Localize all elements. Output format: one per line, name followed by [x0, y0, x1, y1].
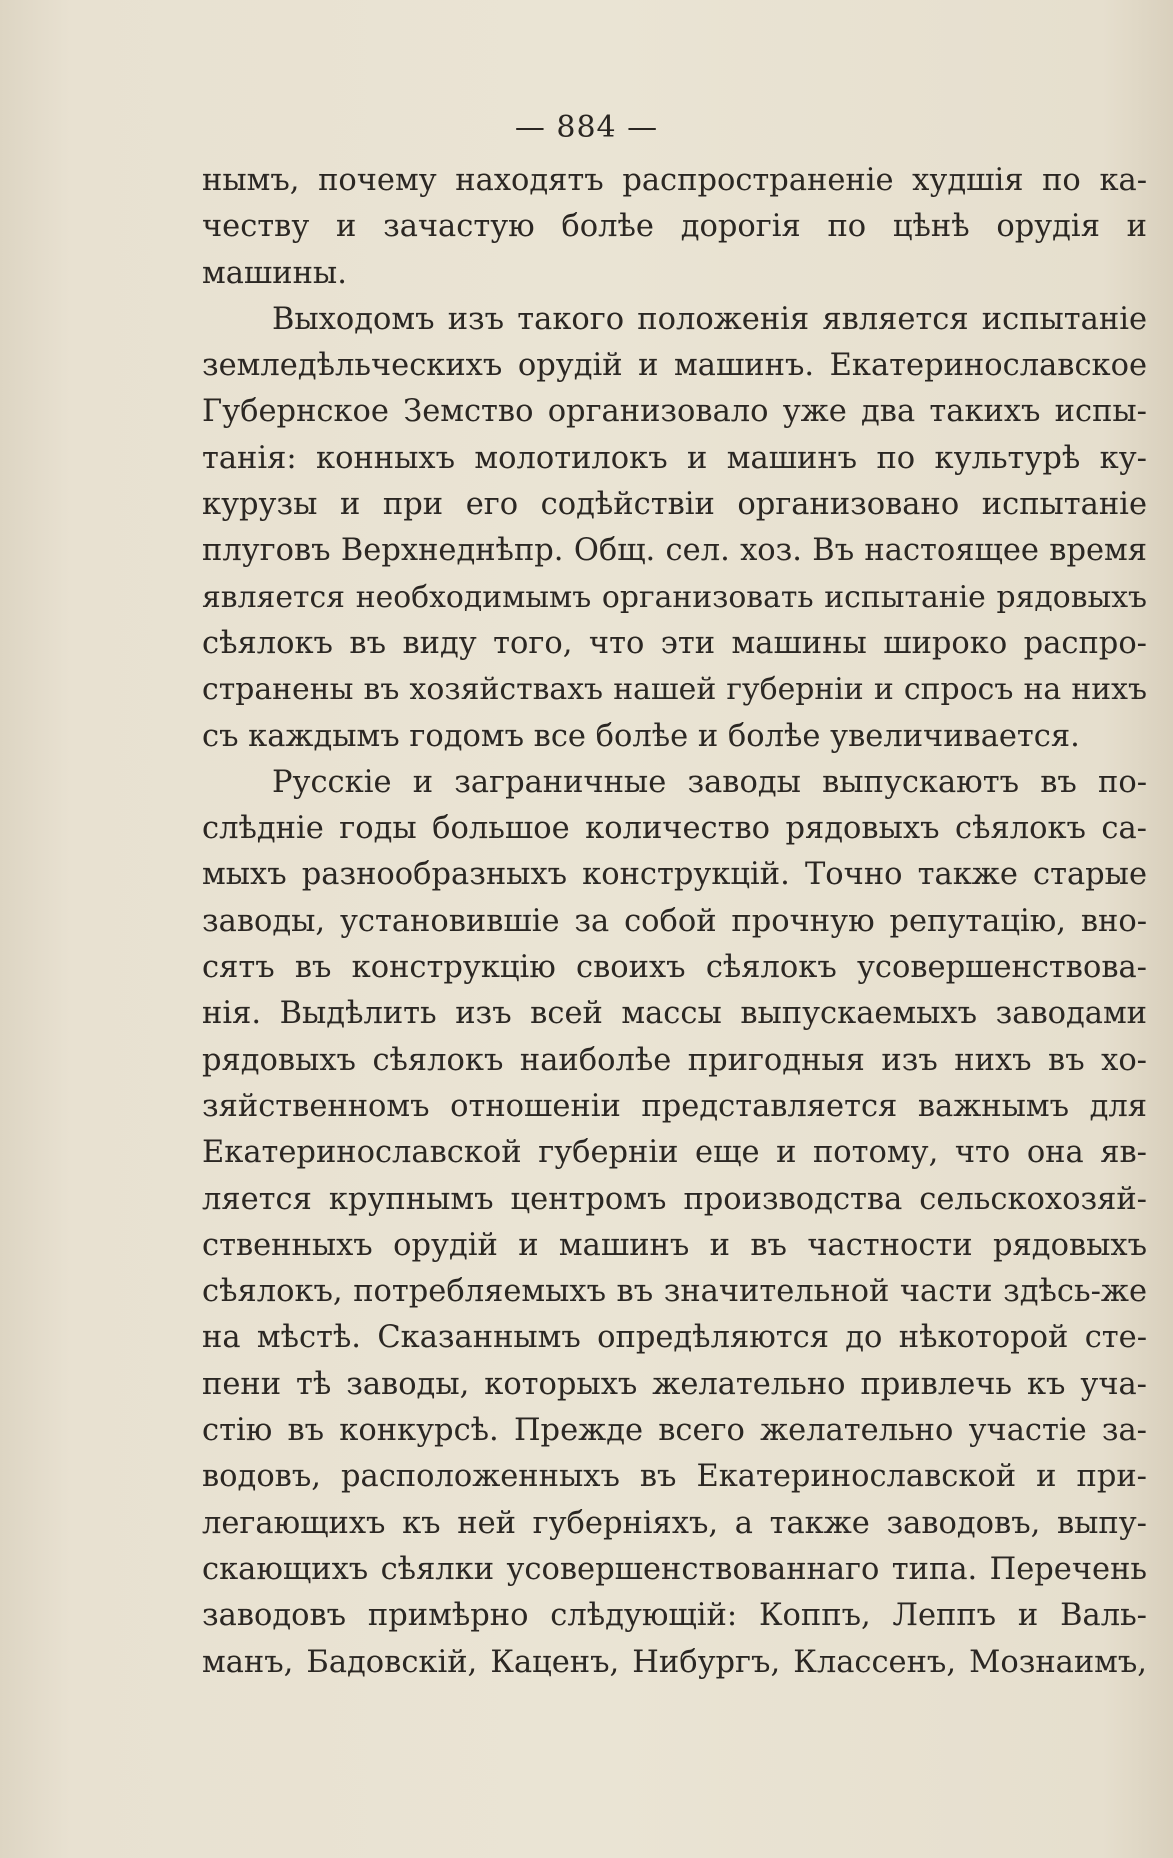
text-line: Екатеринославской губерніи еще и потому, что она яв-	[202, 1135, 1147, 1171]
text-line: сятъ въ конструкцію своихъ сѣялокъ усовершенствова-	[202, 950, 1147, 986]
text-line: честву и зачастую болѣе дорогія по цѣнѣ орудія и	[202, 209, 1147, 245]
text-line: зяйственномъ отношеніи представляется важнымъ для	[202, 1088, 1147, 1124]
text-line: ственныхъ орудій и машинъ и въ частности рядовыхъ	[202, 1227, 1147, 1263]
text-line: легающихъ къ ней губерніяхъ, а также заводовъ, выпу-	[202, 1505, 1147, 1541]
text-line: земледѣльческихъ орудій и машинъ. Екатеринославское	[202, 348, 1147, 384]
text-line: сѣялокъ, потребляемыхъ въ значительной части здѣсь-же	[202, 1274, 1147, 1310]
page-number: — 884 —	[514, 110, 659, 145]
text-line: курузы и при его содѣйствіи организовано испытаніе	[202, 487, 1147, 523]
paragraph-start-line: Выходомъ изъ такого положенія является испытаніе	[272, 301, 1147, 337]
text-line: на мѣстѣ. Сказаннымъ опредѣляются до нѣкоторой сте-	[202, 1320, 1147, 1356]
text-line: плуговъ Верхнеднѣпр. Общ. сел. хоз. Въ настоящее время	[202, 533, 1147, 569]
text-line: заводы, установившіе за собой прочную репутацію, вно-	[202, 903, 1147, 939]
body-text	[202, 158, 1147, 1686]
text-line: нія. Выдѣлить изъ всей массы выпускаемыхъ заводами	[202, 996, 1147, 1032]
text-line: стію въ конкурсѣ. Прежде всего желательно участіе за-	[202, 1413, 1147, 1449]
text-line: пени тѣ заводы, которыхъ желательно привлечь къ уча-	[202, 1366, 1147, 1402]
paragraph-start-line: Русскіе и заграничные заводы выпускаютъ въ по-	[272, 764, 1147, 800]
text-line: сѣялокъ въ виду того, что эти машины широко распро-	[202, 625, 1147, 661]
text-line: нымъ, почему находятъ распространеніе худшія по ка-	[202, 163, 1147, 198]
text-line: машины.	[202, 255, 347, 291]
text-line: водовъ, расположенныхъ въ Екатеринославской и при-	[202, 1459, 1147, 1495]
text-line: танія: конныхъ молотилокъ и машинъ по культурѣ ку-	[202, 440, 1147, 476]
text-line: съ каждымъ годомъ все болѣе и болѣе увеличивается.	[202, 718, 1080, 754]
text-line: мыхъ разнообразныхъ конструкцій. Точно также старые	[202, 857, 1147, 893]
text-line: ляется крупнымъ центромъ производства сельскохозяй-	[202, 1181, 1147, 1217]
text-line: манъ, Бадовскій, Каценъ, Нибургъ, Классенъ, Мознаимъ,	[202, 1644, 1147, 1680]
text-line: Губернское Земство организовало уже два такихъ испы-	[202, 394, 1147, 430]
text-line: заводовъ примѣрно слѣдующій: Коппъ, Леппъ и Валь-	[202, 1598, 1147, 1634]
text-line: слѣдніе годы большое количество рядовыхъ сѣялокъ са-	[202, 811, 1147, 847]
text-line: странены въ хозяйствахъ нашей губерніи и спросъ на нихъ	[202, 672, 1147, 708]
text-line: рядовыхъ сѣялокъ наиболѣе пригодныя изъ нихъ въ хо-	[202, 1042, 1147, 1078]
text-line: скающихъ сѣялки усовершенствованнаго типа. Перечень	[202, 1551, 1147, 1587]
text-line: является необходимымъ организовать испытаніе рядовыхъ	[202, 579, 1147, 615]
